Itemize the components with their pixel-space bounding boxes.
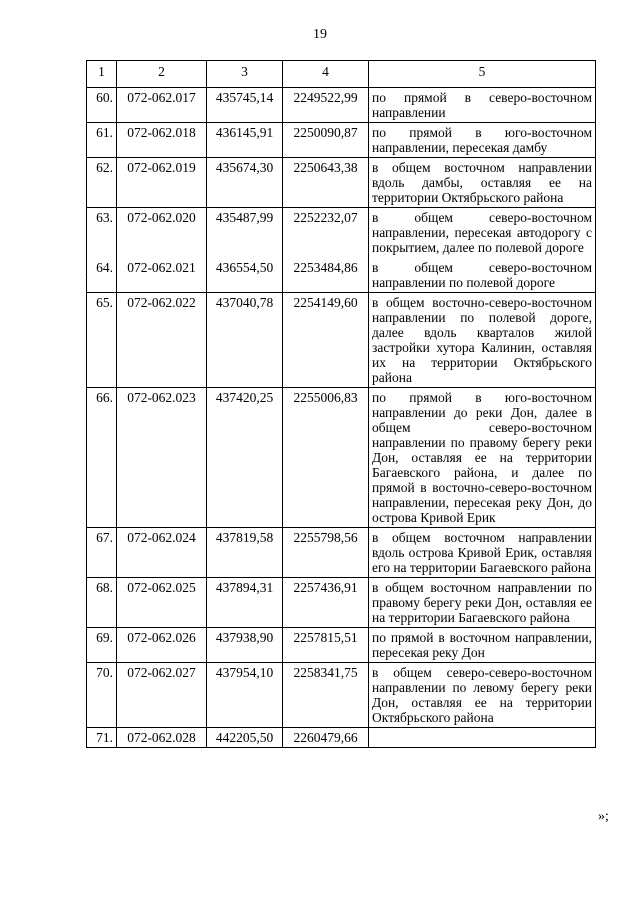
point-code: 072-062.019 [117,158,207,208]
row-number: 60. [87,88,117,123]
boundary-description: по прямой в юго-восточном направлении до реки Дон, далее в общем северо-восточном направлении по правому берегу реки Дон, оставляя ее на территории Багаевского района, и далее по прямой в восточно-северо-восточном направлении, пересекая реку Дон, до острова Кривой Ерик [369,388,596,528]
boundary-description [369,728,596,748]
table-row [87,388,596,528]
coordinate-y: 2250643,38 [283,158,369,208]
row-number: 68. [87,578,117,628]
point-code: 072-062.025 [117,578,207,628]
boundary-description: в общем восточном направлении вдоль острова Кривой Ерик, оставляя его на территории Багаевского района [369,528,596,578]
coordinate-x: 437938,90 [207,628,283,663]
table-header-row [87,61,596,88]
point-code: 072-062.028 [117,728,207,748]
coordinate-y: 2255798,56 [283,528,369,578]
coordinate-y: 2257815,51 [283,628,369,663]
table-row [87,578,596,628]
row-number: 62. [87,158,117,208]
boundary-points-table [86,60,596,748]
boundary-description: по прямой в северо-восточном направлении [369,88,596,123]
coordinate-y: 2249522,99 [283,88,369,123]
boundary-description: в общем северо-восточном направлении по полевой дороге [369,258,596,293]
boundary-description: по прямой в юго-восточном направлении, пересекая дамбу [369,123,596,158]
coordinate-y: 2255006,83 [283,388,369,528]
point-code: 072-062.021 [117,258,207,293]
table-row [87,663,596,728]
coordinate-x: 442205,50 [207,728,283,748]
row-number: 69. [87,628,117,663]
coordinate-x: 437040,78 [207,293,283,388]
point-code: 072-062.023 [117,388,207,528]
table-row [87,88,596,123]
coordinate-y: 2253484,86 [283,258,369,293]
row-number: 61. [87,123,117,158]
point-code: 072-062.027 [117,663,207,728]
coordinate-x: 437819,58 [207,528,283,578]
coordinate-x: 435745,14 [207,88,283,123]
table-row [87,158,596,208]
point-code: 072-062.024 [117,528,207,578]
table-row [87,628,596,663]
column-header: 1 [87,61,117,88]
coordinate-x: 437894,31 [207,578,283,628]
row-number: 71. [87,728,117,748]
coordinate-y: 2254149,60 [283,293,369,388]
coordinate-x: 436554,50 [207,258,283,293]
column-header: 2 [117,61,207,88]
boundary-description: в общем северо-восточном направлении, пересекая автодорогу с покрытием, далее по полевой дороге [369,208,596,258]
table-row [87,293,596,388]
page-number: 19 [313,27,327,42]
coordinate-x: 437420,25 [207,388,283,528]
table-row [87,123,596,158]
table-row [87,258,596,293]
point-code: 072-062.026 [117,628,207,663]
margin-mark: . [85,268,87,277]
table-row [87,208,596,258]
coordinate-y: 2250090,87 [283,123,369,158]
row-number: 65. [87,293,117,388]
boundary-description: по прямой в восточном направлении, пересекая реку Дон [369,628,596,663]
point-code: 072-062.017 [117,88,207,123]
boundary-description: в общем восточном направлении по правому берегу реки Дон, оставляя ее на территории Багаевского района [369,578,596,628]
closing-quote-mark: »; [598,809,609,824]
column-header: 3 [207,61,283,88]
row-number: 70. [87,663,117,728]
table-row [87,528,596,578]
coordinate-y: 2252232,07 [283,208,369,258]
coordinate-x: 437954,10 [207,663,283,728]
point-code: 072-062.018 [117,123,207,158]
boundary-description: в общем восточно-северо-восточном направлении по полевой дороге, далее вдоль кварталов жилой застройки хутора Калинин, оставляя их на территории Октябрьского района [369,293,596,388]
coordinate-y: 2260479,66 [283,728,369,748]
boundary-description: в общем восточном направлении вдоль дамбы, оставляя ее на территории Октябрьского района [369,158,596,208]
point-code: 072-062.020 [117,208,207,258]
coordinate-x: 435487,99 [207,208,283,258]
coordinate-y: 2258341,75 [283,663,369,728]
table-row [87,728,596,748]
coordinate-y: 2257436,91 [283,578,369,628]
row-number: 66. [87,388,117,528]
row-number: 67. [87,528,117,578]
coordinate-x: 435674,30 [207,158,283,208]
column-header: 5 [369,61,596,88]
row-number: 63. [87,208,117,258]
boundary-description: в общем северо-северо-восточном направлении по левому берегу реки Дон, оставляя ее на территории Октябрьского района [369,663,596,728]
column-header: 4 [283,61,369,88]
coordinate-x: 436145,91 [207,123,283,158]
point-code: 072-062.022 [117,293,207,388]
row-number: 64. [87,258,117,293]
